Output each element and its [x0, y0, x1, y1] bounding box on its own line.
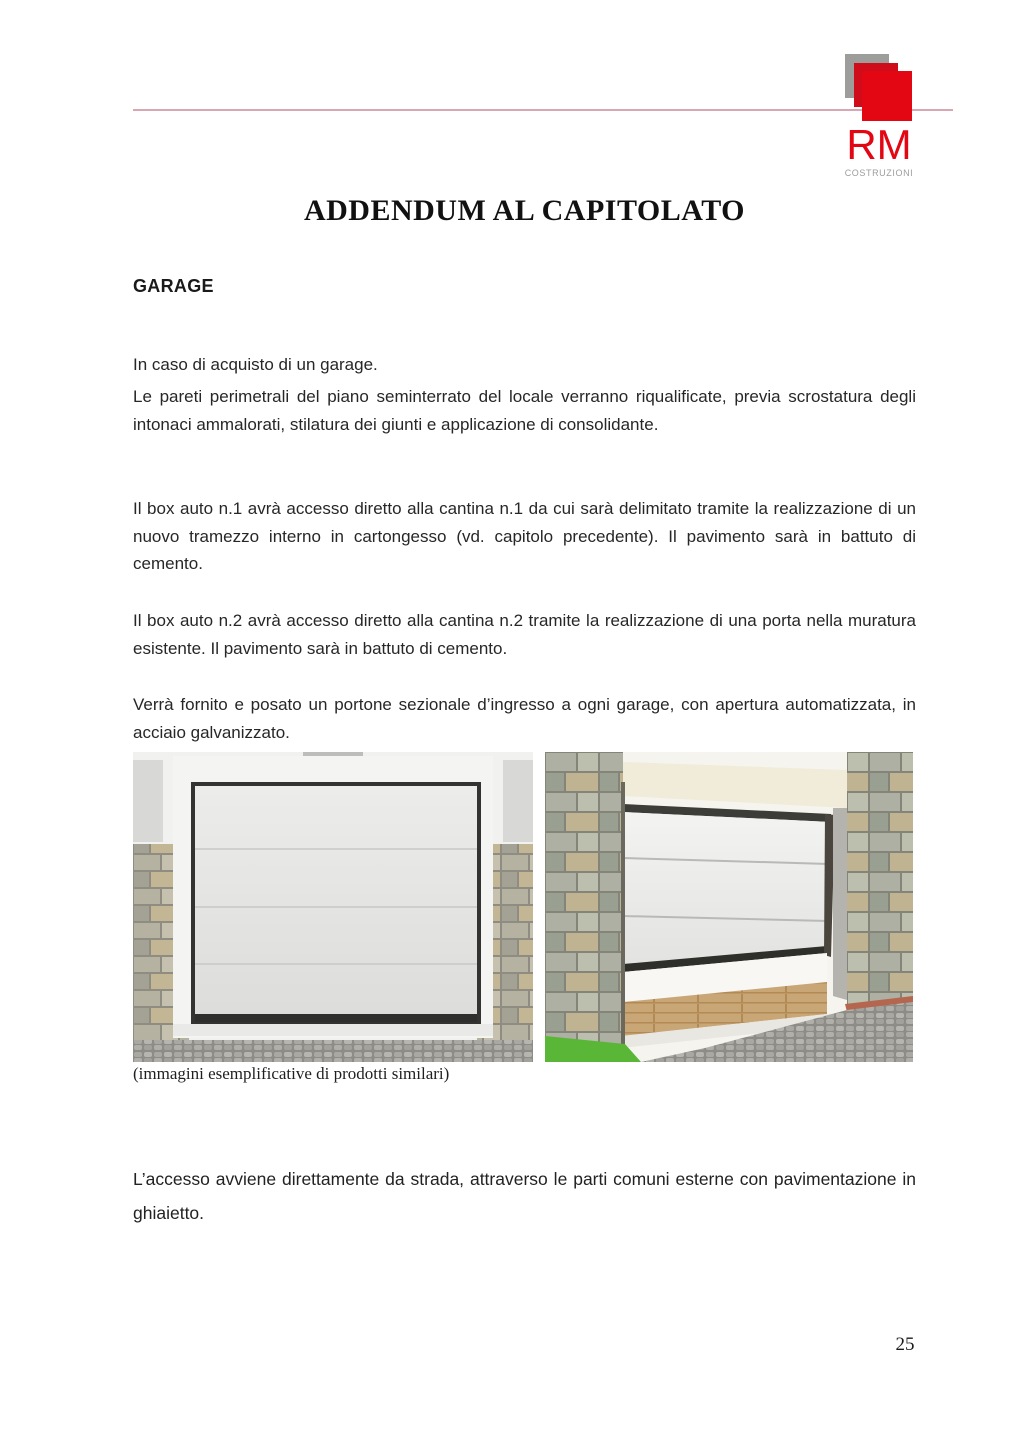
- garage-door-closed-illustration: [133, 752, 533, 1062]
- door-panels: [195, 786, 477, 1022]
- cobblestone-paving: [133, 1040, 533, 1062]
- paragraph-walls: Le pareti perimetrali del piano seminterrato del locale verranno riqualificate, previa scrostatura degli intonaci ammalorati, stilatura dei giunti e applicazione di consolidante.: [133, 387, 916, 434]
- section-heading-garage: GARAGE: [133, 276, 214, 296]
- stone-pillar-left: [545, 752, 623, 1062]
- door-bottom-seal: [195, 1014, 477, 1022]
- paragraph-box-1: Il box auto n.1 avrà accesso diretto alla cantina n.1 da cui sarà delimitato tramite la realizzazione di un nuovo tramezzo interno in cartongesso (vd. capitolo precedente). Il pavimento sarà in battuto di cemento.: [133, 499, 916, 573]
- closing-paragraph: L’accesso avviene direttamente da strada, attraverso le parti comuni esterne con pavimentazione in ghiaietto.: [133, 1168, 916, 1223]
- gray-patch-left: [133, 760, 163, 842]
- document-title: ADDENDUM AL CAPITOLATO: [303, 194, 746, 227]
- page-number: 25: [895, 1334, 915, 1355]
- logo-squares-icon: [845, 54, 913, 122]
- door-panels: [623, 812, 831, 970]
- garage-door-open-illustration: [545, 752, 913, 1062]
- gray-patch-right: [503, 760, 533, 842]
- logo-square-front: [862, 71, 912, 121]
- logo-tagline: COSTRUZIONI: [844, 168, 914, 178]
- figures-caption: (immagini esemplificative di prodotti similari): [133, 1064, 450, 1083]
- pillar-shadow-edge: [621, 782, 625, 1044]
- paragraph-box-2: Il box auto n.2 avrà accesso diretto alla cantina n.2 tramite la realizzazione di una porta nella muratura esistente. Il pavimento sarà in battuto di cemento.: [133, 611, 916, 658]
- header-rule: [133, 109, 953, 111]
- paragraph-intro: In caso di acquisto di un garage.: [133, 355, 378, 374]
- paragraph-door: Verrà fornito e posato un portone sezionale d’ingresso a ogni garage, con apertura automatizzata, in acciaio galvanizzato.: [133, 695, 916, 742]
- logo-brand-text: RM: [846, 121, 912, 168]
- company-logo: [843, 54, 915, 178]
- wall-reveal: [833, 808, 847, 1000]
- door-sill: [173, 1024, 493, 1036]
- garage-door-closed-photo: [133, 752, 533, 1062]
- garage-door-open-photo: [545, 752, 913, 1062]
